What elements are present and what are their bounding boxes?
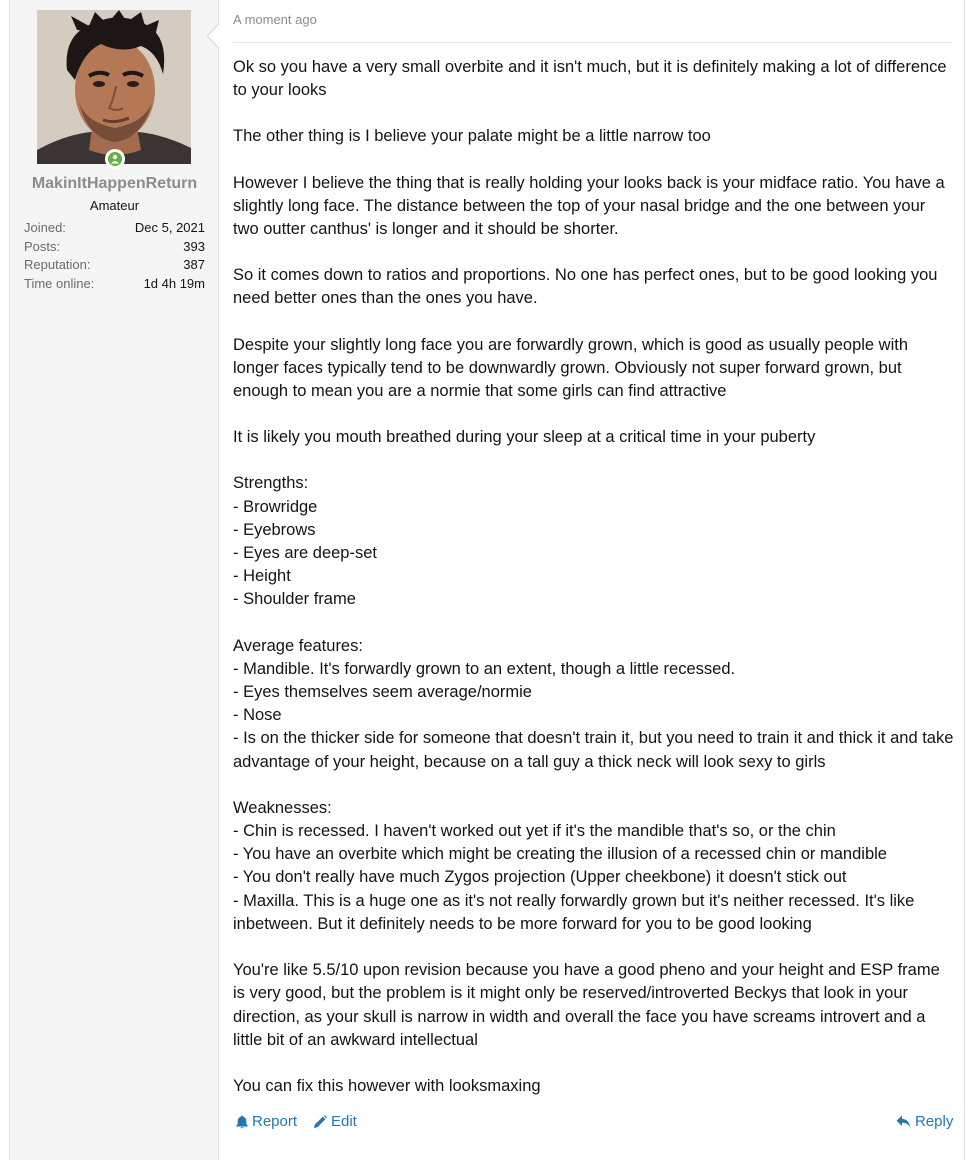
post-paragraph: However I believe the thing that is really holding your looks back is your midface ratio. You have a slightly long face. The distance between the top of your nasal bridge and the one between your two outter canthus' is longer and it should be shorter. bbox=[233, 173, 950, 239]
post-paragraph: So it comes down to ratios and proportions. No one has perfect ones, but to be good looking you need better ones than the ones you have. bbox=[233, 266, 943, 308]
username[interactable]: MakinItHappenReturn bbox=[31, 175, 198, 192]
post-actions bbox=[233, 1113, 953, 1135]
divider bbox=[233, 42, 953, 43]
stat-label: Time online: bbox=[24, 275, 95, 291]
edit-button[interactable] bbox=[313, 1113, 357, 1130]
stat-joined bbox=[24, 219, 205, 238]
reply-button[interactable] bbox=[896, 1113, 953, 1130]
stat-value: Dec 5, 2021 bbox=[134, 220, 205, 235]
avatar[interactable] bbox=[37, 10, 191, 164]
avatar-image bbox=[37, 10, 191, 164]
user-title: Amateur bbox=[89, 198, 140, 213]
report-button[interactable] bbox=[236, 1113, 297, 1130]
stat-posts bbox=[24, 238, 205, 257]
report-label: Report bbox=[252, 1113, 298, 1130]
stat-label: Reputation: bbox=[24, 257, 91, 272]
online-status-icon bbox=[105, 149, 125, 169]
post-list-average: Average features: - Mandible. It's forwardly grown to an extent, though a little recessed. - Eyes themselves seem average/normie - Nose - Is on the thicker side for someone that doesn't train it, but you need to train it and thick it and take advantage of your height, because on a tall guy a thick neck will look sexy to girls bbox=[233, 636, 954, 771]
post-list-strengths: Strengths: - Browridge - Eyebrows - Eyes are deep-set - Height - Shoulder frame bbox=[233, 474, 377, 609]
stat-value: 1d 4h 19m bbox=[143, 275, 205, 291]
post-paragraph: You can fix this however with looksmaxing bbox=[233, 1076, 541, 1095]
stat-value: 387 bbox=[183, 257, 205, 272]
stat-reputation bbox=[24, 256, 205, 275]
reply-label: Reply bbox=[915, 1113, 954, 1130]
post-paragraph: You're like 5.5/10 upon revision because you have a good pheno and your height and ESP frame is very good, but the problem is it might only be reserved/introverted Beckys that look in your direction, as your skull is narrow in width and overall the face you have screams introvert and a little bit of an awkward intellectual bbox=[233, 961, 945, 1049]
post-paragraph: Ok so you have a very small overbite and it isn't much, but it is definitely making a lot of difference to your looks bbox=[233, 58, 952, 100]
stat-label: Posts: bbox=[24, 238, 61, 254]
stat-time-online bbox=[24, 275, 205, 294]
user-stats bbox=[24, 219, 205, 293]
post-body bbox=[233, 56, 955, 1121]
post-arrow-inner bbox=[208, 25, 219, 47]
pencil-icon bbox=[313, 1115, 327, 1129]
edit-label: Edit bbox=[331, 1113, 357, 1130]
post-list-weaknesses: Weaknesses: - Chin is recessed. I haven't worked out yet if it's the mandible that's so, or the chin - You have an overbite which might be creating the illusion of a recessed chin or mandible - You don't really have much Zygos projection (Upper cheekbone) it doesn't stick out - Maxilla. This is a huge one as it's not really forwardly grown but it's neither recessed. It's like inbetween. But it definitely needs to be more forward for you to be good looking bbox=[233, 798, 915, 933]
stat-value[interactable]: 393 bbox=[183, 238, 205, 254]
post-paragraph: The other thing is I believe your palate might be a little narrow too bbox=[233, 127, 711, 146]
stat-label: Joined: bbox=[24, 220, 66, 235]
user-info-panel bbox=[10, 0, 219, 1160]
reply-arrow-icon bbox=[896, 1115, 911, 1128]
post-paragraph: Despite your slightly long face you are forwardly grown, which is good as usually people with longer faces typically tend to be downwardly grown. Obviously not super forward grown, but enough to mean you are a normie that some girls can find attractive bbox=[233, 335, 913, 401]
bell-icon bbox=[236, 1115, 248, 1129]
post-timestamp[interactable]: A moment ago bbox=[233, 12, 317, 27]
forum-post bbox=[9, 0, 965, 1160]
post-paragraph: It is likely you mouth breathed during your sleep at a critical time in your puberty bbox=[233, 428, 816, 447]
